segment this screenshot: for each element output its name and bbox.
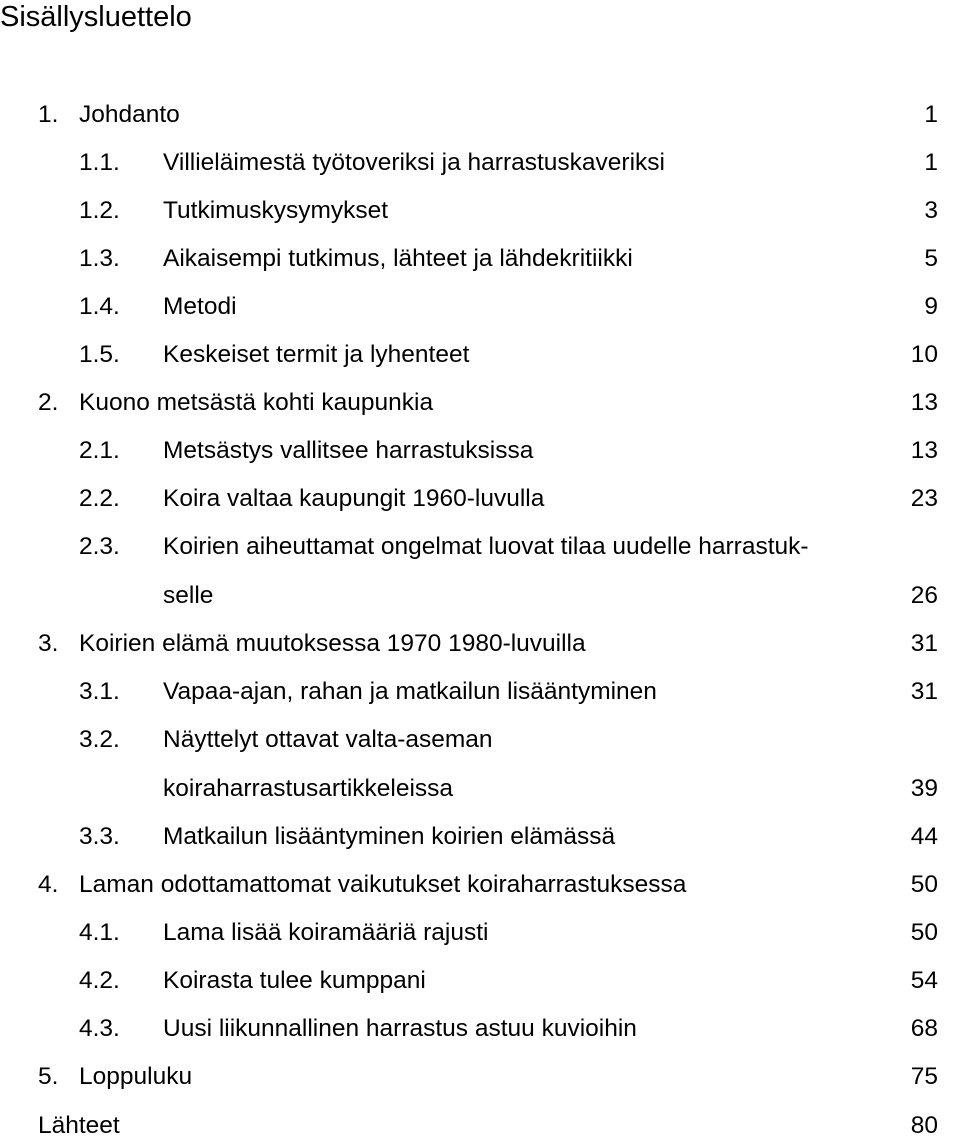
toc-entry-title: Koira valtaa kaupungit 1960-luvulla [163,485,545,512]
page-title: Sisällysluettelo [0,1,192,33]
toc-entry-title: Laman odottamattomat vaikutukset koiraharrastuksessa [79,871,687,898]
toc-entry-title: Näyttelyt ottavat valta-aseman [163,726,493,753]
toc-entry [0,529,960,565]
toc-entry-title: Keskeiset termit ja lyhenteet [163,341,470,368]
toc-entry [0,626,960,662]
toc-entry-title: Villieläimestä työtoveriksi ja harrastuskaveriksi [163,149,665,176]
toc-entry-title: Koirien aiheuttamat ongelmat luovat tilaa uudelle harrastuk- [163,533,809,560]
toc-entry [0,819,960,855]
toc-entry-title: Tutkimuskysymykset [163,197,389,224]
toc-entry-title: Johdanto [79,101,180,128]
toc-entry-number: 1.5. [79,341,120,368]
toc-entry-number: 2. [38,389,59,416]
toc-entry-number: 3.1. [79,678,120,705]
toc-entry-page-number: 44 [910,823,938,850]
toc-entry [0,481,960,517]
toc-entry-page-number: 5 [924,245,938,272]
toc-entry [0,385,960,421]
toc-entry-title: koiraharrastusartikkeleissa [163,775,454,802]
toc-entry [0,1059,960,1095]
toc-entry-page-number: 31 [910,678,938,705]
toc-entry [0,1011,960,1047]
toc-entry-title: Koirien elämä muutoksessa 1970 1980-luvuilla [79,630,586,657]
toc-entry [0,915,960,951]
toc-entry-page-number: 68 [910,1015,938,1042]
toc-entry-page-number: 50 [910,871,938,898]
toc-entry-page-number: 54 [910,967,938,994]
toc-entry [0,193,960,229]
toc-entry-page-number: 75 [910,1063,938,1090]
toc-entry-number: 3. [38,630,59,657]
toc-entry [0,771,960,807]
toc-entry [0,578,960,614]
toc-entry-number: 2.3. [79,533,120,560]
toc-entry-number: 2.1. [79,437,120,464]
toc-entry-page-number: 26 [910,582,938,609]
toc-entry-title: Loppuluku [79,1063,193,1090]
toc-entry-title: Uusi liikunnallinen harrastus astuu kuvioihin [163,1015,637,1042]
toc-entry-page-number: 80 [910,1112,938,1139]
toc-entry [0,963,960,999]
toc-entry-title: Lähteet [38,1112,120,1139]
toc-entry-number: 1. [38,101,59,128]
toc-entry-number: 4.2. [79,967,120,994]
toc-entry-page-number: 31 [910,630,938,657]
toc-entry-title: Aikaisempi tutkimus, lähteet ja lähdekritiikki [163,245,633,272]
toc-entry [0,241,960,277]
toc-entry-number: 4. [38,871,59,898]
toc-entry [0,674,960,710]
toc-entry [0,97,960,133]
toc-entry-page-number: 13 [910,437,938,464]
toc-entry-page-number: 1 [924,149,938,176]
toc-entry-page-number: 50 [910,919,938,946]
toc-entry-number: 4.1. [79,919,120,946]
toc-entry-title: selle [163,582,214,609]
toc-entry [0,433,960,469]
toc-entry [0,867,960,903]
toc-entry [0,145,960,181]
toc-entry-page-number: 13 [910,389,938,416]
toc-entry-number: 1.2. [79,197,120,224]
toc-entry-page-number: 1 [924,101,938,128]
toc-entry-page-number: 39 [910,775,938,802]
toc-entry-title: Koirasta tulee kumppani [163,967,426,994]
toc-entry [0,722,960,758]
toc-entry-number: 3.2. [79,726,120,753]
toc-entry-number: 2.2. [79,485,120,512]
toc-entry-number: 4.3. [79,1015,120,1042]
toc-entry-number: 1.4. [79,293,120,320]
toc-entry-title: Lama lisää koiramääriä rajusti [163,919,489,946]
toc-entry-title: Metodi [163,293,237,320]
toc-entry-number: 3.3. [79,823,120,850]
toc-entry-page-number: 23 [910,485,938,512]
toc-entry-title: Kuono metsästä kohti kaupunkia [79,389,434,416]
toc-entry-page-number: 3 [924,197,938,224]
toc-entry-title: Matkailun lisääntyminen koirien elämässä [163,823,616,850]
toc-entry [0,337,960,373]
toc-entry [0,289,960,325]
toc-entry-title: Metsästys vallitsee harrastuksissa [163,437,534,464]
toc-entry-page-number: 10 [910,341,938,368]
toc-entry-number: 1.1. [79,149,120,176]
toc-entry-number: 5. [38,1063,59,1090]
toc-entry-title: Vapaa-ajan, rahan ja matkailun lisääntyminen [163,678,657,705]
toc-entry [0,1108,960,1144]
toc-entry-page-number: 9 [924,293,938,320]
toc-entry-number: 1.3. [79,245,120,272]
